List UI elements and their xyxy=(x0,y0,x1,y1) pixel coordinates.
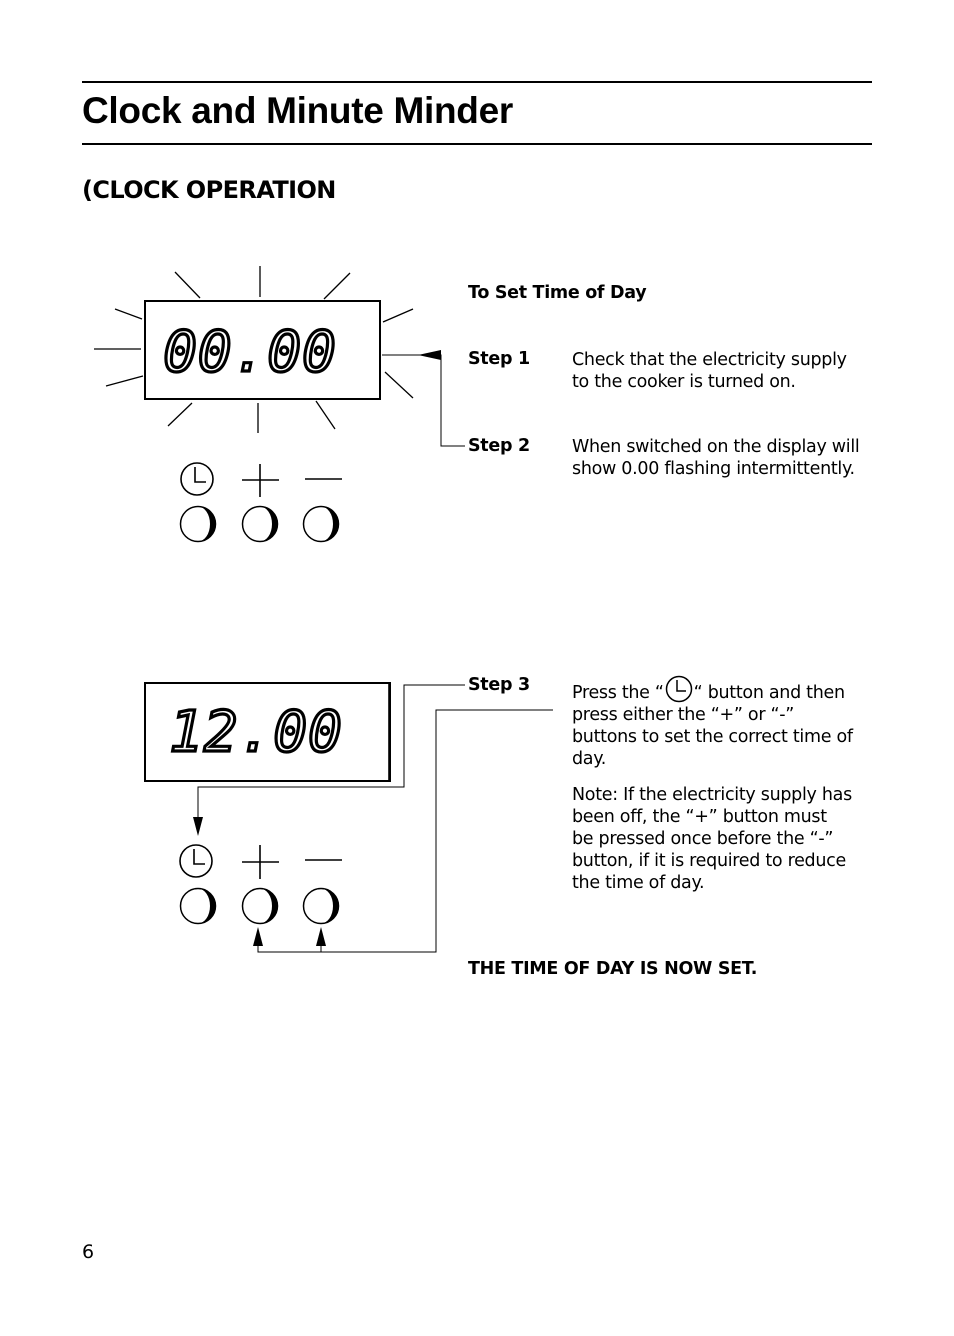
section-subtitle: (CLOCK OPERATION xyxy=(82,176,336,204)
button-knobs-2 xyxy=(181,889,339,924)
plus-icon xyxy=(242,464,279,497)
leader-lines-1 xyxy=(382,355,465,446)
arrow-to-minus-button xyxy=(316,927,326,946)
step-3-text xyxy=(572,675,862,770)
clock-icon xyxy=(180,845,212,877)
plus-icon xyxy=(242,845,279,879)
arrow-to-clock-button xyxy=(193,817,203,836)
note-text: Note: If the electricity supply has been off, the “+” button must be pressed once before the “-” button, if it is required to reduce the time of day. xyxy=(572,785,852,893)
step-3-text-end: “ button and then press either the “+” or “-” buttons to set the correct time of day. xyxy=(572,683,853,769)
page-number: 6 xyxy=(82,1241,95,1263)
step-2-text: When switched on the display will show 0.00 flashing intermittently. xyxy=(572,437,860,479)
step-3-label: Step 3 xyxy=(468,675,530,695)
clock-icon xyxy=(181,463,213,495)
step-1-text: Check that the electricity supply to the cooker is turned on. xyxy=(572,350,847,392)
set-time-heading: To Set Time of Day xyxy=(468,283,647,303)
step-3-text-start: Press the “ xyxy=(572,683,664,703)
clock-icon xyxy=(664,675,694,703)
time-set-confirmation: THE TIME OF DAY IS NOW SET. xyxy=(468,959,758,979)
step-2-label: Step 2 xyxy=(468,436,530,456)
step-1-label: Step 1 xyxy=(468,349,530,369)
button-knobs-1 xyxy=(181,507,339,542)
page-title: Clock and Minute Minder xyxy=(82,90,513,131)
arrow-to-plus-button xyxy=(253,927,263,946)
display-reading-set: 12.00 xyxy=(169,700,343,765)
arrow-to-display xyxy=(418,350,441,360)
display-reading-flashing: 00.00 xyxy=(163,320,337,385)
